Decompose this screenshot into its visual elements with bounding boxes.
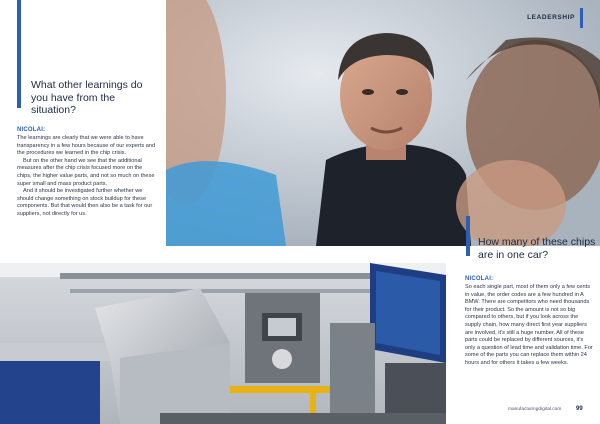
answer-text-left xyxy=(17,135,157,219)
left-accent-bar xyxy=(17,0,21,108)
interview-photo xyxy=(166,0,600,246)
answer-paragraph: The learnings are clearly that we were able to have transparency in a few hours because of our experts and the procedures we learned in the chip crisis. xyxy=(17,135,156,157)
section-tag-bar xyxy=(580,8,583,28)
section-tag: LEADERSHIP xyxy=(527,14,575,21)
question-heading-left: What other learnings do you have from the situation? xyxy=(31,79,143,116)
page-number: 99 xyxy=(576,406,583,412)
footer-url: manufacturingdigital.com xyxy=(508,407,562,412)
question-heading-right: How many of these chips are in one car? xyxy=(478,236,596,261)
factory-photo-illustration xyxy=(0,263,446,424)
right-accent-bar xyxy=(466,216,470,256)
answer-text-right xyxy=(465,284,593,368)
answer-paragraph: And it should be investigated further whether we should change something on stock buildup for these components. But that would then also be a task for our suppliers, not directly for us. xyxy=(17,188,153,217)
factory-photo xyxy=(0,263,446,424)
speaker-label-left: NICOLAI: xyxy=(17,127,46,133)
interview-photo-illustration xyxy=(166,0,600,246)
speaker-label-right: NICOLAI: xyxy=(465,276,494,282)
answer-paragraph: But on the other hand we see that the additional measures after the chip crisis focused more on the chips, the higher value parts, and not so much on these super small and mass product parts. xyxy=(17,157,155,187)
answer-paragraph: So each single part, most of them only a few cents in value, the order codes are a few hundred in A BMW. There are competitors who need thousands for their product. So the amount is not so big compared to others, but if you look across the supply chain, how many direct first year suppliers are involved, it's still a huge number. All of these parts could be replaced by different sources, it's only a question of lead time and validation time. For some of the parts you can replace them within 24 hours and for others it takes a few weeks. xyxy=(465,284,593,366)
